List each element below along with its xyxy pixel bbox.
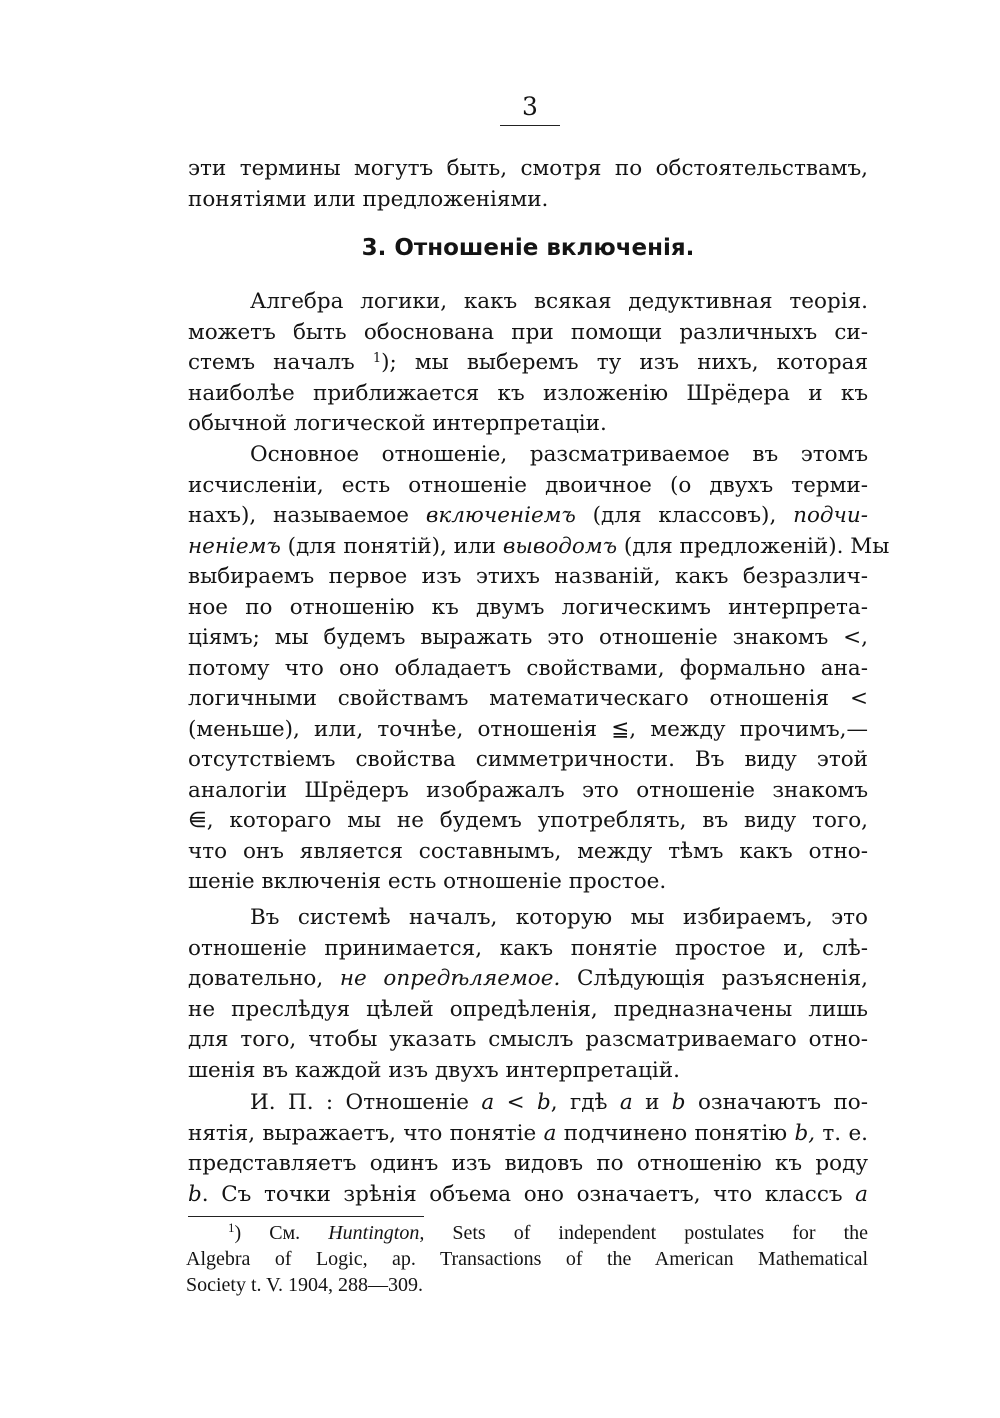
text-run: . Съ точки зрѣнія объема оно означаетъ, что классъ — [201, 1181, 856, 1207]
text-line: Society t. V. 1904, 288—309. — [186, 1274, 424, 1296]
text-run: (для классовъ), — [575, 503, 794, 528]
math-variable: a — [855, 1181, 868, 1207]
text-run: (для предложеній). Мы — [617, 533, 890, 559]
text-line: отсутствіемъ свойства симметричности. Въ виду этой — [188, 747, 868, 772]
author-name: Huntington, — [328, 1222, 425, 1244]
italic-term: включеніемъ — [425, 503, 576, 528]
text-line — [186, 1220, 868, 1246]
text-line: выбираемъ первое изъ этихъ названій, какъ безразлич- — [188, 564, 868, 589]
italic-term: выводомъ — [502, 533, 618, 559]
math-variable: a — [481, 1090, 495, 1115]
math-variable: b, — [794, 1120, 816, 1146]
text-line: для того, чтобы указать смыслъ разсматриваемаго отно- — [188, 1027, 868, 1052]
footnote-marker: 1 — [228, 1220, 235, 1235]
text-line: Algebra of Logic, ap. Transactions of the American Mathematical — [186, 1248, 868, 1270]
text-line: ное по отношенію къ двумъ логическимъ интерпрета- — [188, 594, 868, 620]
section-heading: 3. Отношеніе включенія. — [361, 235, 695, 261]
text-line — [188, 964, 868, 995]
text-line: представляетъ одинъ изъ видовъ по отношенію къ роду — [188, 1151, 868, 1176]
text-line: ⋹, котораго мы не будемъ употреблять, въ виду того, — [188, 808, 868, 833]
paragraph-4 — [188, 1088, 868, 1210]
text-line: Алгебра логики, какъ всякая дедуктивная теорія. — [250, 289, 868, 314]
text-line: аналогіи Шрёдеръ изображалъ это отношеніе знакомъ — [188, 777, 868, 803]
text-run: т. е. — [815, 1120, 868, 1146]
text-line: (меньше), или, точнѣе, отношенія ≦, между прочимъ,— — [188, 716, 868, 742]
text-line: эти термины могутъ быть, смотря по обстоятельствамъ, — [188, 156, 868, 181]
text-line — [188, 1119, 868, 1150]
text-line — [188, 532, 890, 563]
italic-term: не опредѣляемое. — [339, 966, 561, 991]
text-line: потому что оно обладаетъ свойствами, формально ана- — [188, 655, 868, 681]
paragraph-3 — [188, 903, 868, 1086]
footnote-marker: 1 — [372, 351, 382, 366]
text-line: Въ системѣ началъ, которую мы избираемъ, это — [250, 905, 868, 930]
text-run: ) См. — [234, 1222, 329, 1244]
footnote — [186, 1220, 868, 1298]
text-line: шенія въ каждой изъ двухъ интерпретацій. — [188, 1057, 680, 1083]
text-line: не преслѣдуя цѣлей опредѣленія, предназначены лишь — [188, 996, 868, 1022]
text-run: , гдѣ — [550, 1090, 620, 1115]
page-number: 3 — [522, 92, 538, 121]
text-run: Sets of independent postulates for the — [424, 1222, 868, 1244]
text-line: исчисленіи, есть отношеніе двоичное (о двухъ терми- — [188, 472, 868, 498]
text-line — [188, 348, 868, 379]
text-run: подчинено понятію — [556, 1120, 795, 1146]
text-run: и — [632, 1090, 672, 1115]
text-run: стемъ началъ — [188, 350, 373, 375]
text-run: нятія, выражаетъ, что понятіе — [188, 1120, 544, 1146]
text-line: понятіями или предложеніями. — [188, 186, 549, 212]
text-run: И. П. : Отношеніе — [250, 1090, 482, 1115]
text-run: ); мы выберемъ ту изъ нихъ, которая — [381, 350, 869, 375]
text-line — [188, 501, 868, 532]
math-variable: b — [188, 1181, 202, 1207]
text-run: означаютъ по- — [685, 1090, 869, 1115]
math-variable: a — [543, 1120, 557, 1146]
text-line — [188, 1180, 868, 1211]
text-line: что онъ является составнымъ, между тѣмъ какъ отно- — [188, 838, 868, 864]
text-line: обычной логической интерпретаціи. — [188, 411, 607, 436]
inclusion-symbol: < — [494, 1090, 538, 1115]
footnote-rule — [188, 1216, 424, 1217]
text-line: наиболѣе приближается къ изложенію Шрёдера и къ — [188, 380, 868, 406]
paragraph-1 — [188, 287, 868, 440]
math-variable: b — [671, 1090, 686, 1115]
text-run: довательно, — [188, 966, 340, 991]
text-line — [188, 1088, 868, 1119]
text-line: Основное отношеніе, разсматриваемое въ этомъ — [250, 442, 868, 467]
text-line: можетъ быть обоснована при помощи различныхъ си- — [188, 319, 868, 345]
text-line: отношеніе принимается, какъ понятіе простое и, слѣ- — [188, 935, 868, 961]
text-line: шеніе включенія есть отношеніе простое. — [188, 869, 667, 894]
text-line: ціямъ; мы будемъ выражать это отношеніе знакомъ <, — [188, 625, 868, 650]
text-line: логичными свойствамъ математическаго отношенія < — [188, 686, 868, 711]
italic-term: неніемъ — [188, 533, 281, 559]
text-run: (для понятій), или — [280, 533, 503, 559]
paragraph-2 — [188, 440, 890, 898]
text-run: Слѣдующія разъясненія, — [560, 966, 869, 991]
italic-term: подчи- — [793, 503, 868, 528]
page-number-rule — [500, 125, 560, 126]
math-variable: b — [537, 1090, 551, 1115]
text-run: нахъ), называемое — [188, 503, 426, 528]
math-variable: a — [619, 1090, 633, 1115]
intro-paragraph — [188, 154, 868, 215]
